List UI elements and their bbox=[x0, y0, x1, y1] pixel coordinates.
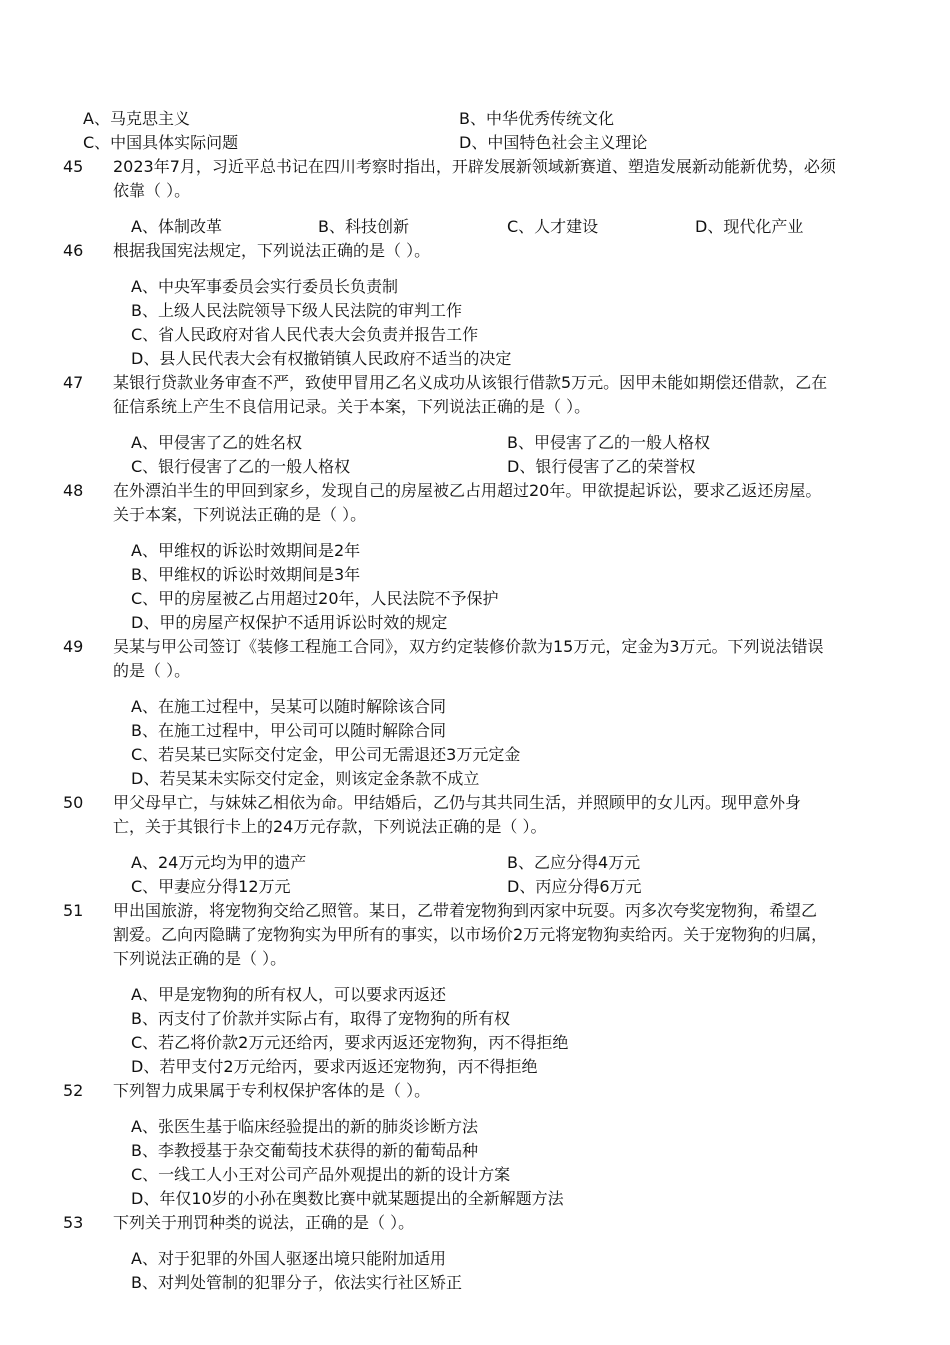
q46-option-d: D、县人民代表大会有权撤销镇人民政府不适当的决定 bbox=[131, 349, 512, 368]
q45-option-b: B、科技创新 bbox=[318, 217, 409, 236]
q49-option-d: D、若吴某未实际交付定金，则该定金条款不成立 bbox=[131, 769, 480, 788]
q53-option-b: B、对判处管制的犯罪分子，依法实行社区矫正 bbox=[131, 1273, 462, 1292]
q52-option-d: D、年仅10岁的小孙在奥数比赛中就某题提出的全新解题方法 bbox=[131, 1189, 564, 1208]
q48-option-a: A、甲维权的诉讼时效期间是2年 bbox=[131, 541, 361, 560]
q50-stem-line-2: 亡，关于其银行卡上的24万元存款，下列说法正确的是（ ）。 bbox=[113, 817, 547, 836]
q46-stem-line-1: 根据我国宪法规定，下列说法正确的是（ ）。 bbox=[113, 241, 431, 260]
q53-option-a: A、对于犯罪的外国人驱逐出境只能附加适用 bbox=[131, 1249, 446, 1268]
q49-option-a: A、在施工过程中，吴某可以随时解除该合同 bbox=[131, 697, 446, 716]
q52-stem-line-1: 下列智力成果属于专利权保护客体的是（ ）。 bbox=[113, 1081, 431, 1100]
q45-stem-line-1: 2023年7月，习近平总书记在四川考察时指出，开辟发展新领域新赛道、塑造发展新动能新优势，必须 bbox=[113, 157, 836, 176]
q48-option-b: B、甲维权的诉讼时效期间是3年 bbox=[131, 565, 361, 584]
q52-option-b: B、李教授基于杂交葡萄技术获得的新的葡萄品种 bbox=[131, 1141, 478, 1160]
q44-option-d: D、中国特色社会主义理论 bbox=[459, 133, 648, 152]
q51-option-d: D、若甲支付2万元给丙，要求丙返还宠物狗，丙不得拒绝 bbox=[131, 1057, 538, 1076]
q51-option-c: C、若乙将价款2万元还给丙，要求丙返还宠物狗，丙不得拒绝 bbox=[131, 1033, 569, 1052]
q49-option-c: C、若吴某已实际交付定金，甲公司无需退还3万元定金 bbox=[131, 745, 521, 764]
q53-number: 53 bbox=[63, 1213, 84, 1232]
q51-option-b: B、丙支付了价款并实际占有，取得了宠物狗的所有权 bbox=[131, 1009, 510, 1028]
q49-stem-line-1: 吴某与甲公司签订《装修工程施工合同》，双方约定装修价款为15万元，定金为3万元。下列说法错误 bbox=[113, 637, 824, 656]
q47-stem-line-2: 征信系统上产生不良信用记录。关于本案，下列说法正确的是（ ）。 bbox=[113, 397, 591, 416]
q52-option-a: A、张医生基于临床经验提出的新的肺炎诊断方法 bbox=[131, 1117, 478, 1136]
q49-stem-line-2: 的是（ ）。 bbox=[113, 661, 191, 680]
q46-option-a: A、中央军事委员会实行委员长负责制 bbox=[131, 277, 398, 296]
q47-option-d: D、银行侵害了乙的荣誉权 bbox=[507, 457, 696, 476]
q51-option-a: A、甲是宠物狗的所有权人，可以要求丙返还 bbox=[131, 985, 446, 1004]
q46-option-c: C、省人民政府对省人民代表大会负责并报告工作 bbox=[131, 325, 479, 344]
q45-number: 45 bbox=[63, 157, 84, 176]
q48-option-d: D、甲的房屋产权保护不适用诉讼时效的规定 bbox=[131, 613, 448, 632]
q49-option-b: B、在施工过程中，甲公司可以随时解除合同 bbox=[131, 721, 446, 740]
q45-stem-line-2: 依靠（ ）。 bbox=[113, 181, 191, 200]
q47-number: 47 bbox=[63, 373, 84, 392]
q44-option-b: B、中华优秀传统文化 bbox=[459, 109, 614, 128]
q45-option-a: A、体制改革 bbox=[131, 217, 222, 236]
q51-stem-line-2: 割爱。乙向丙隐瞒了宠物狗实为甲所有的事实，以市场价2万元将宠物狗卖给丙。关于宠物狗的归属， bbox=[113, 925, 828, 944]
q53-stem-line-1: 下列关于刑罚种类的说法，正确的是（ ）。 bbox=[113, 1213, 415, 1232]
q44-option-a: A、马克思主义 bbox=[83, 109, 190, 128]
q52-option-c: C、一线工人小王对公司产品外观提出的新的设计方案 bbox=[131, 1165, 511, 1184]
q48-stem-line-2: 关于本案，下列说法正确的是（ ）。 bbox=[113, 505, 367, 524]
q50-option-c: C、甲妻应分得12万元 bbox=[131, 877, 291, 896]
q47-stem-line-1: 某银行贷款业务审查不严，致使甲冒用乙名义成功从该银行借款5万元。因甲未能如期偿还借款，乙在 bbox=[113, 373, 828, 392]
q50-number: 50 bbox=[63, 793, 84, 812]
q50-stem-line-1: 甲父母早亡，与妹妹乙相依为命。甲结婚后，乙仍与其共同生活，并照顾甲的女儿丙。现甲意外身 bbox=[113, 793, 802, 812]
q47-option-b: B、甲侵害了乙的一般人格权 bbox=[507, 433, 710, 452]
q52-number: 52 bbox=[63, 1081, 84, 1100]
q47-option-c: C、银行侵害了乙的一般人格权 bbox=[131, 457, 351, 476]
q51-stem-line-1: 甲出国旅游，将宠物狗交给乙照管。某日，乙带着宠物狗到丙家中玩耍。丙多次夸奖宠物狗，希望乙 bbox=[113, 901, 818, 920]
q48-number: 48 bbox=[63, 481, 84, 500]
q51-stem-line-3: 下列说法正确的是（ ）。 bbox=[113, 949, 287, 968]
q48-stem-line-1: 在外漂泊半生的甲回到家乡，发现自己的房屋被乙占用超过20年。甲欲提起诉讼，要求乙返还房屋。 bbox=[113, 481, 822, 500]
q46-option-b: B、上级人民法院领导下级人民法院的审判工作 bbox=[131, 301, 462, 320]
q45-option-d: D、现代化产业 bbox=[695, 217, 804, 236]
q45-option-c: C、人才建设 bbox=[507, 217, 599, 236]
q50-option-b: B、乙应分得4万元 bbox=[507, 853, 641, 872]
q50-option-a: A、24万元均为甲的遗产 bbox=[131, 853, 307, 872]
q48-option-c: C、甲的房屋被乙占用超过20年，人民法院不予保护 bbox=[131, 589, 499, 608]
q51-number: 51 bbox=[63, 901, 84, 920]
q47-option-a: A、甲侵害了乙的姓名权 bbox=[131, 433, 302, 452]
q49-number: 49 bbox=[63, 637, 84, 656]
q44-option-c: C、中国具体实际问题 bbox=[83, 133, 239, 152]
q50-option-d: D、丙应分得6万元 bbox=[507, 877, 642, 896]
q46-number: 46 bbox=[63, 241, 84, 260]
